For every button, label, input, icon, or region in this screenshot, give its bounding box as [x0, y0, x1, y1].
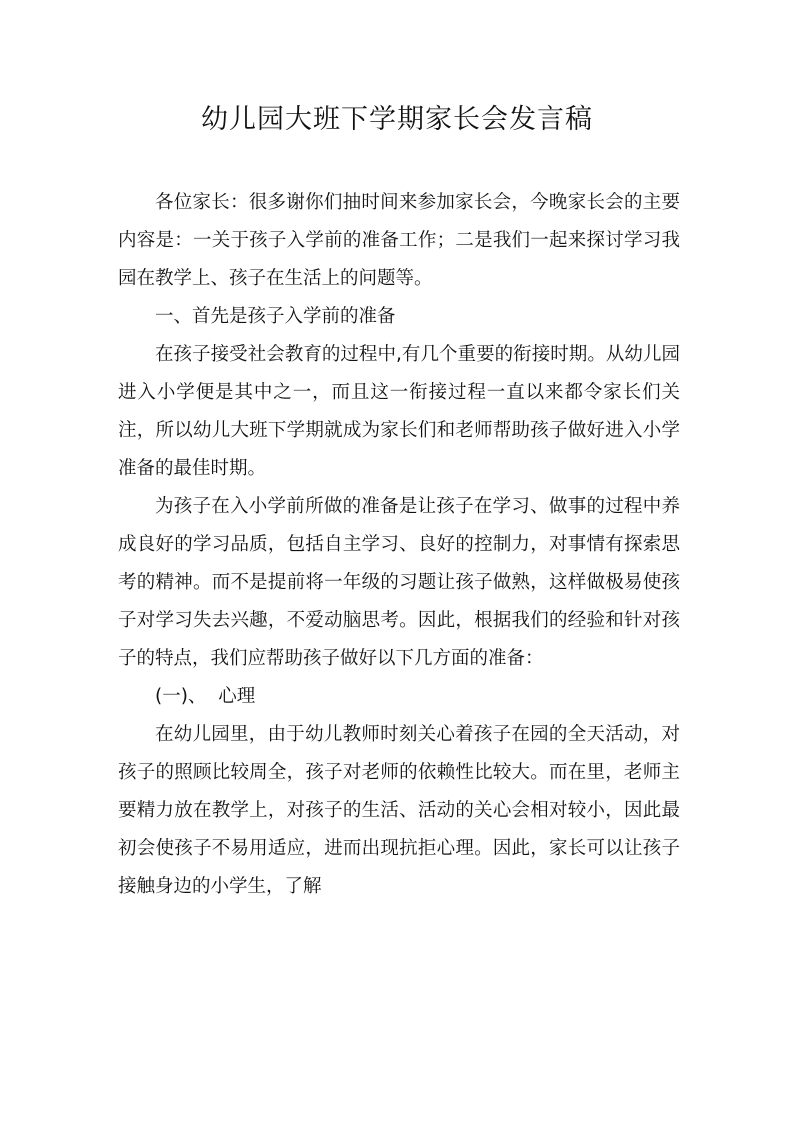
paragraph-transition-period: 在孩子接受社会教育的过程中,有几个重要的衔接时期。从幼儿园进入小学便是其中之一，而且这一衔接过程一直以来都令家长们关注，所以幼儿大班下学期就成为家长们和老师帮助孩子做好进入小学准备的最佳时期。: [118, 344, 680, 479]
paragraph-greeting: 各位家长：很多谢你们抽时间来参加家长会，今晚家长会的主要内容是：一关于孩子入学前的准备工作；二是我们一起来探讨学习我园在教学上、孩子在生活上的问题等。: [118, 192, 680, 289]
section-heading-1: 一、首先是孩子入学前的准备: [155, 306, 396, 327]
document-body: [118, 184, 680, 906]
document-title: 幼儿园大班下学期家长会发言稿: [201, 104, 593, 135]
paragraph-preparation: 为孩子在入小学前所做的准备是让孩子在学习、做事的过程中养成良好的学习品质，包括自主学习、良好的控制力，对事情有探索思考的精神。而不是提前将一年级的习题让孩子做熟，这样做极易使孩子对学习失去兴趣，不爱动脑思考。因此，根据我们的经验和针对孩子的特点，我们应帮助孩子做好以下几方面的准备：: [118, 496, 680, 669]
paragraph-psychology: 在幼儿园里，由于幼儿教师时刻关心着孩子在园的全天活动，对孩子的照顾比较周全，孩子对老师的依赖性比较大。而在里，老师主要精力放在教学上，对孩子的生活、活动的关心会相对较小，因此最初会使孩子不易用适应，进而出现抗拒心理。因此，家长可以让孩子接触身边的小学生，了解: [118, 724, 680, 897]
subsection-heading-psychology: (一)、 心理: [155, 686, 256, 707]
